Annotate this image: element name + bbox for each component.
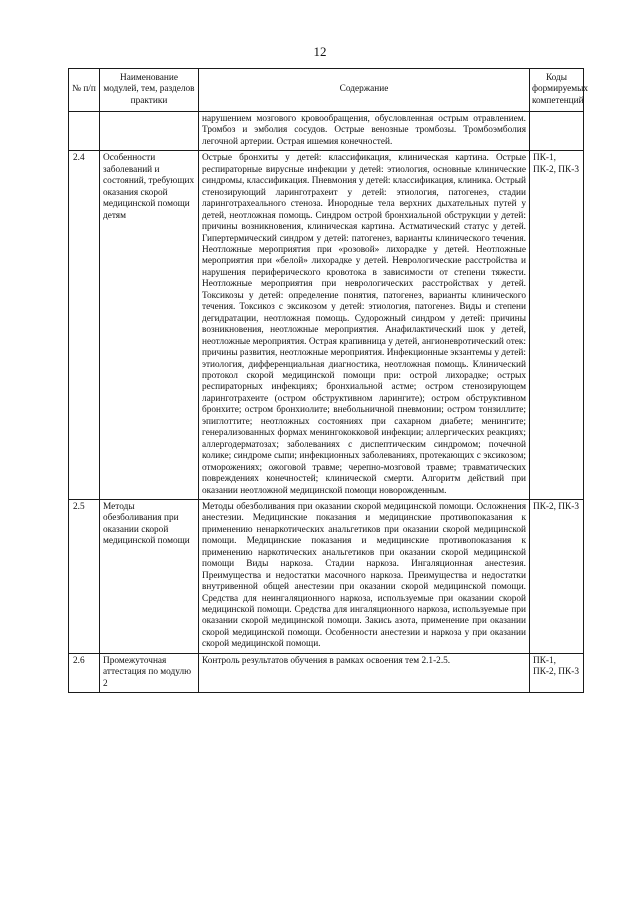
row-num: 2.6 xyxy=(69,653,100,692)
table-row xyxy=(69,151,584,500)
row-codes xyxy=(530,112,584,151)
row-module: Методы обезболивания при оказании скорой медицинской помощи xyxy=(100,499,199,653)
row-num: 2.4 xyxy=(69,151,100,500)
page-number: 12 xyxy=(313,44,327,59)
row-content: Контроль результатов обучения в рамках освоения тем 2.1-2.5. xyxy=(199,653,530,692)
row-codes: ПК-2, ПК-3 xyxy=(530,499,584,653)
table-header-row xyxy=(69,69,584,112)
header-content: Содержание xyxy=(199,69,530,112)
row-codes: ПК-1, ПК-2, ПК-3 xyxy=(530,653,584,692)
header-num: № п/п xyxy=(69,69,100,112)
header-module: Наименование модулей, тем, разделов практики xyxy=(100,69,199,112)
curriculum-table xyxy=(68,68,588,693)
table-row xyxy=(69,499,584,653)
row-module xyxy=(100,112,199,151)
header-codes: Коды формируемых компетенций xyxy=(530,69,584,112)
table-row xyxy=(69,112,584,151)
row-content: Методы обезболивания при оказании скорой медицинской помощи. Осложнения анестезии. Медицинские показания и медицинские противопоказания к применению ненаркотических анальгетиков при оказании скорой медицинской помощи. Медицинские показания и медицинские противопоказания к применению наркотических анальгетиков при оказании скорой медицинской помощи Виды наркоза. Стадии наркоза. Ингаляционная анестезия. Преимущества и недостатки масочного наркоза. Преимущества и недостатки внутривенной общей анестезии при оказании скорой медицинской помощи. Средства для неингаляционного наркоза, используемые при оказании скорой медицинской помощи. Средства для ингаляционного наркоза, используемые при оказании скорой медицинской помощи. Закись азота, применение при оказании скорой медицинской помощи. Особенности анестезии и наркоза у при оказании скорой медицинской помощи. xyxy=(199,499,530,653)
row-module: Особенности заболеваний и состояний, требующих оказания скорой медицинской помощи детям xyxy=(100,151,199,500)
row-module: Промежуточная аттестация по модулю 2 xyxy=(100,653,199,692)
row-content: нарушением мозгового кровообращения, обусловленная острым отравлением. Тромбоз и эмболия сосудов. Острые венозные тромбозы. Тромбоэмболия легочной артерии. Острая ишемия конечностей. xyxy=(199,112,530,151)
row-num xyxy=(69,112,100,151)
row-codes: ПК-1, ПК-2, ПК-3 xyxy=(530,151,584,500)
row-num: 2.5 xyxy=(69,499,100,653)
row-content: Острые бронхиты у детей: классификация, клиническая картина. Острые респираторные вирусные инфекции у детей: этиология, основные клинические синдромы, классификация. Пневмония у детей: классификация, клиника. Острый стенозирующий ларинготрахеит у детей: этиология, патогенез, стадии ларинготрахеального стеноза. Инородные тела верхних дыхательных путей у детей, неотложная помощь. Синдром острой бронхиальной обструкции у детей: причины возникновения, клиническая картина. Астматический статус у детей. Гипертермический синдром у детей: патогенез, варианты клинического течения. Неотложные мероприятия при «розовой» лихорадке у детей. Неотложные мероприятия при «белой» лихорадке у детей. Неврологические расстройства и нарушения периферического кровотока в зависимости от степени тяжести. Неотложные мероприятия при неврологических расстройствах у детей. Токсикозы у детей: определение понятия, патогенез, варианты клинического течения. Токсикоз с эксикозом у детей: этиология, патогенез. Виды и степени дегидратации, неотложная помощь. Судорожный синдром у детей: причины возникновения, неотложные мероприятия. Анафилактический шок у детей, неотложные мероприятия. Острая крапивница у детей, ангионевротический отек: причины развития, неотложные мероприятия. Инфекционные экзантемы у детей: этиология, дифференциальная диагностика, неотложная помощь. Клинический протокол скорой медицинской помощи при: острой лихорадке; острых респираторных инфекциях; бронхиальной астме; остром стенозирующем ларинготрахеите (остром обструктивном ларингите); остром обструктивном бронхите; остром бронхиолите; внебольничной пневмонии; остром тонзиллите; эпиглоттите; неотложных состояниях при сахарном диабете; менингите; генерализованных формах менингококковой инфекции; аллергических реакциях; аллергодерматозах; заболеваниях с диспептическим синдромом; почечной колике; синдроме сыпи; инфекционных заболеваниях, протекающих с эксикозом; отморожениях; ожоговой травме; черепно-мозговой травме; травматических повреждениях конечностей; клинической смерти. Алгоритм действий при оказании неотложной медицинской помощи новорожденным. xyxy=(199,151,530,500)
table-row xyxy=(69,653,584,692)
